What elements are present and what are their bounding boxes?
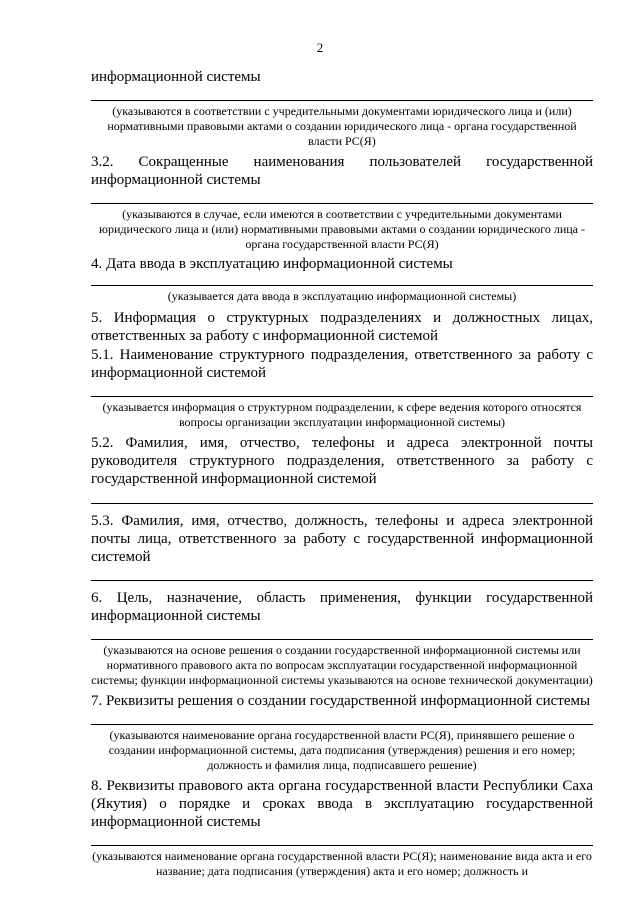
paragraph: 7. Реквизиты решения о создании государственной информационной системы: [91, 693, 591, 709]
paragraph: 5.2. Фамилия, имя, отчество, телефоны и адреса электронной почты руководителя структурного подразделения, ответственного за работу с государственной информационной системой: [91, 435, 593, 487]
fill-line: [91, 203, 593, 204]
page-number: 2: [316, 40, 324, 55]
fill-line: [91, 285, 593, 286]
fill-line: [91, 503, 593, 504]
fill-line: [91, 845, 593, 846]
fill-line: [91, 100, 593, 101]
fill-line: [91, 396, 593, 397]
paragraph: информационной системы: [91, 69, 261, 85]
paragraph: 5.1. Наименование структурного подразделения, ответственного за работу с информационной системой: [91, 347, 593, 381]
paragraph: 3.2. Сокращенные наименования пользователей государственной информационной системы: [91, 154, 593, 188]
field-note: (указываются в случае, если имеются в соответствии с учредительными документами юридического лица и (или) нормативными правовыми актами о создании юридического лица - органа государственной власти РС(Я): [99, 207, 585, 251]
field-note: (указываются наименование органа государственной власти РС(Я), принявшего решение о создании информационной системы, дата подписания (утверждения) решения и его номер; должность и фамилия лица, подписавшего решение): [108, 728, 576, 772]
field-note: (указывается информация о структурном подразделении, к сфере ведения которого относятся вопросы организации эксплуатации информационной системы): [102, 400, 582, 429]
paragraph: 6. Цель, назначение, область применения, функции государственной информационной системы: [91, 590, 593, 624]
paragraph: 8. Реквизиты правового акта органа государственной власти Республики Саха (Якутия) о порядке и сроках ввода в эксплуатацию государственной информационной системы: [91, 778, 593, 830]
paragraph: 4. Дата ввода в эксплуатацию информационной системы: [91, 256, 453, 272]
fill-line: [91, 724, 593, 725]
field-note: (указываются на основе решения о создании государственной информационной системы или нормативного правового акта по вопросам эксплуатации государственной информационной системы; функции информационной системы указываются на основе технической документации): [91, 643, 593, 687]
paragraph: 5. Информация о структурных подразделениях и должностных лицах, ответственных за работу с информационной системой: [91, 310, 593, 344]
field-note: (указываются в соответствии с учредительными документами юридического лица и (или) нормативными правовыми актами о создании юридического лица - органа государственной власти РС(Я): [107, 104, 577, 148]
field-note: (указывается дата ввода в эксплуатацию информационной системы): [167, 289, 517, 303]
fill-line: [91, 580, 593, 581]
fill-line: [91, 639, 593, 640]
field-note: (указываются наименование органа государственной власти РС(Я); наименование вида акта и его название; дата подписания (утверждения) акта и его номер; должность и: [92, 849, 592, 878]
document-body: [91, 64, 593, 879]
paragraph: 5.3. Фамилия, имя, отчество, должность, телефоны и адреса электронной почты лица, ответственного за работу с государственной информационной системой: [91, 513, 593, 565]
